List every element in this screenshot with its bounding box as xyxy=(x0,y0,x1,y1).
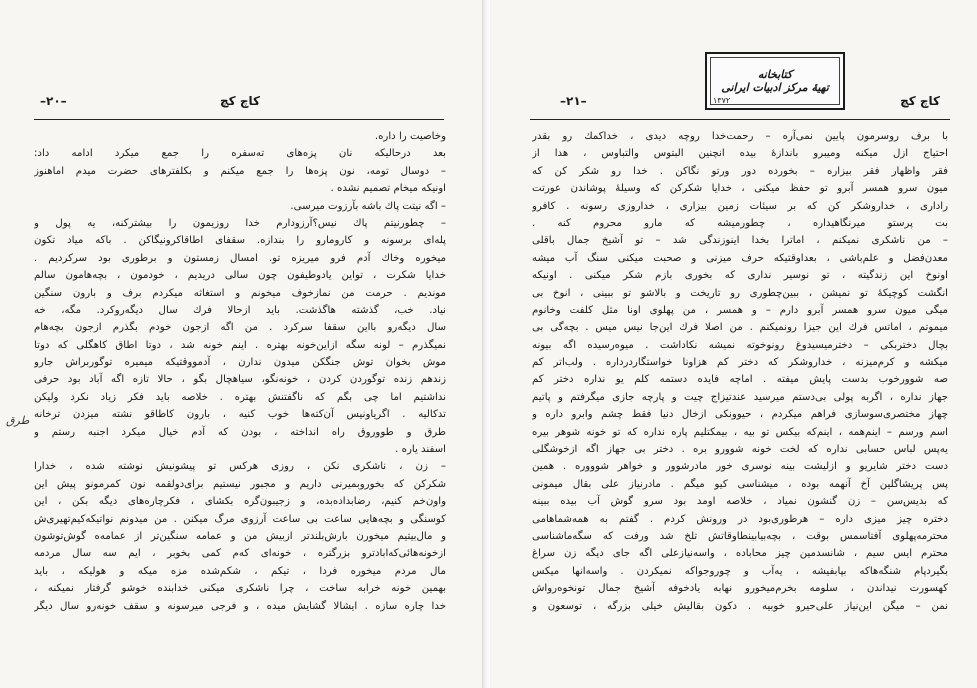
text-line: اونیکه میخام تصمیم نشده . xyxy=(330,183,446,195)
text-line: با برف روسرمون پایین نمی‌آره – رحمت‌خدا روچه دیدی ، خداکمك رو بقدر xyxy=(532,131,948,142)
right-body-text xyxy=(532,128,948,615)
text-line: – اگه نیتت پاك باشه بآرزوت میرسی. xyxy=(290,200,446,212)
text-line: اونوخ این زندگیته ، تو نوسیر نداری که بخوری بازم شکر میکنی . اونیکه xyxy=(532,270,948,282)
text-line: کوسنگی و بچه‌هایی ساعت بی ساعت آرزوی مرگ میکنن . من میدونم نواتیکه‌کیم‌تهیری‌ش xyxy=(34,513,446,525)
text-line: شکرکن که بخوروبمیرنی داریم و مجبور نیستیم برای‌دولقمه نون کمرمونو پیش این xyxy=(34,478,446,490)
text-line: صه شوورخوب بدست پایش میفته . اماچه فایده دستمه کلم یو نداره دختر کم xyxy=(532,374,948,386)
left-page xyxy=(0,0,482,688)
text-line: – من ناشکری نمیکنم ، اماترا بخدا اینوزندگی شد – تو آشیخ جمال باقلی xyxy=(532,235,948,247)
text-line: که بدیس‌سن – زن گنشون نمیاد ، خلاصه اومد بود سرو گوش آب بیده ببینه xyxy=(532,496,948,508)
text-line: بگیرد‌پام شنگه‌هاکه بپابفیشه ، یه‌آب و چوروجواکه نمیکردن . واسه‌انها میکس xyxy=(532,565,948,577)
text-line: میون سرو همسر آبرو تو حفظ میکنی ، خدایا شکرکن که وسیلۀ پوشاندن عورتت xyxy=(532,183,948,195)
text-line: دختره چیز میزی داره – هرطوری‌بود در ورونش کردم . گفتم به همه‌شماهامی xyxy=(532,513,948,525)
text-line: خدا چاره سازه . ایشالا گشایش میده ، و فرجی میرسونه و سقف خونه‌رو سال دیگر xyxy=(34,600,446,612)
text-line: میخوره وخاك آدم فرو میریزه تو. امسال زمستون و برطوری بود سرکردیم . xyxy=(34,252,446,264)
text-line: – دوسال تومه، نون پزه‌ها را جمع میکنم و بکلفترهای حضرت میدم اماهنوز xyxy=(34,165,446,177)
text-line: راداری ، خداروشکر کن که بر سیئات زمین بیزاری ، خداروزی رسونه . کافرو xyxy=(532,200,948,212)
text-line: مال مردم میخوره فردا ، تیکم ، شکم‌شده مزه میکه و هولیکه ، باید xyxy=(34,565,446,577)
text-line: طرق و طووروق راه انداخته ، بودن که آدم خیال میکرد اجنبه رستم و xyxy=(34,426,446,438)
text-line: انگشت کوچیکۀ تو نمیشن ، ببین‌چطوری رو تاریخت و بالاشو تو ببینی ، انوخ بی xyxy=(532,287,948,299)
right-page-title: کاچ کچ xyxy=(900,94,940,108)
text-line: خدایا شکرت ، تواین یادوطیفون چون سالی دریدیم ، خودمون ، بچه‌هامون سالم xyxy=(34,270,446,282)
text-line: نداشتیم اما چی بگم که ناگفتنش بهتره . خلاصه باید فکر زیاد نکرد ولیکن xyxy=(34,391,446,403)
text-line: بت پرستو میرنگاهیداره ، چطورمیشه که مارو محروم کنه . xyxy=(532,217,948,229)
left-header-rule xyxy=(34,119,444,120)
text-line: نمن – میگن این‌نیاز علی‌حیرو خوبیه . دکون بقالیش خیلی بزرگه ، توسعون و xyxy=(532,600,948,612)
stamp-year: ۱۳۷۲ xyxy=(713,96,731,105)
text-line: پس پریشاگلین آخ آنهمه بوده ، میشناسی کیو میگم . مادرنیاز علی بقال میمونی xyxy=(532,478,948,490)
book-gutter xyxy=(482,0,490,688)
text-line: چهاز مختصری‌سوسازی فراهم میکردم ، حیوونکی ازخال دنیا فقط چشم وابرو داره و xyxy=(532,409,948,421)
text-line: بعد درحالیکه نان پزه‌های ته‌سفره را جمع میکرد ادامه داد: xyxy=(34,148,446,160)
text-line: نمیگذرم – لونه سگه ازاین‌خونه بهتره . اینم خونه شد ، دوتا اطاق کاهگلی که دوتا xyxy=(34,339,446,351)
text-line: دست دختر شایریو و ازلیشت بینه نوسری خور مادرشوور و خواهر شوووره . همین xyxy=(532,461,948,473)
text-line: واون‌خم کنیم، رضابداده‌بده، و زجیبون‌گره بکشای ، فکرچاره‌های دیگه بکن ، این xyxy=(34,496,446,508)
right-page-number: –۲۱– xyxy=(560,94,587,108)
text-line: پله‌ای برسونه و کارومارو را بندازه. سقفای اطاقاکرونیگاکن . باکه میاد تکون xyxy=(34,235,446,247)
right-page xyxy=(490,0,977,688)
text-line: موندیم . حرمت من نمازخوف میخونم و استغاثه میکردم برف و بارون سنگین xyxy=(34,287,446,299)
text-line: بهمین خونه خرابه ساخت ، چرا ناشکری میکنی خدابنده خوشو گرفتار نمیکنه ، xyxy=(34,583,446,595)
text-line: فقر واظهار فقر بیزاره – بخورده دور ورتو نگاکن . خدا رو شکر کن که xyxy=(532,165,948,177)
text-line: موش بخوان توش جنگکن میدون ندارن ، آدمووقتیکه میمیره توگوربراش جارو xyxy=(34,357,446,369)
text-line: – زن ، ناشکری نکن ، روزی هرکس تو پیشونیش نوشته شده ، خدارا xyxy=(34,461,446,473)
left-margin-note: طرق xyxy=(6,414,30,427)
text-line: سال دیگه‌رو بااین سقفا سرکرد . من اگه ازجون خودم بگذرم ازجون بچه‌هام xyxy=(34,322,446,334)
text-line: احتیاج ازل میکنه ومیبرو باندازۀ بیده انچنین البتوس والتباوس ، هدا از xyxy=(532,148,948,160)
text-line: یه‌پس لباس‌ حسابی نداره که‌ لخت خونه شوورو بره . دختر بی جهاز اگه ازخوشگلی xyxy=(532,444,948,456)
left-page-title: کاچ کچ xyxy=(220,94,260,108)
text-line: اسفند یاره . xyxy=(395,444,446,456)
text-line: کهسورت نیداندن ، سلومه بخرم‌میخورو نهابه‌ یادخوفه آشیخ جمال تونخوه‌رواش xyxy=(532,583,948,595)
text-line: جهاز نداره ، اگربه پولی بی‌دستم میرسید عندتیزاج چیت و پارچه جازی میگرفتم و پاتیم xyxy=(532,391,948,403)
text-line: اسم ورسم – اینم‌همه ، اینم‌که‌ بیکس‌ تو بیه ، بیمكتلیم پاره نداره که‌ تو خونه شوهر بیره xyxy=(532,426,948,438)
text-line: زندهم زنده توگوردن کردن ، خونه‌نگو، سیاهچال بگو ، حالا تازه اگه آباد بود حرفی xyxy=(34,374,446,386)
left-page-number: –۲۰– xyxy=(40,94,67,108)
text-line: محترم ایس سیم ، شانسد‌‌مین چیز محاباده ، واسه‌نیازعلی اگه‌ جای دیگه زن سراغ xyxy=(532,548,948,560)
text-line: معدن‌فضل و علم‌باشی ، بعداوقتیکه حرف میزنی و صحبت میکنی سنگ آب میشه xyxy=(532,252,948,264)
text-line: وخاصیت را داره. xyxy=(374,131,446,142)
text-line: میموتم ، اماتس فرك این جیزا رونمیکنم . من اصلا فرك این‌جا نیس میس . بچه‌گی بی xyxy=(532,322,948,334)
text-line: میکشه و کرم‌میزنه ، خداروشکر که دختر کم هزاونا خواستگاردرداره . ولب‌اتر کم xyxy=(532,357,948,369)
left-body-text xyxy=(34,128,446,615)
text-line: – چطورنیتم پاك نیس؟آرزودارم خدا روزیمون را بیشترکنه، یه پول و xyxy=(34,217,446,229)
right-page-header xyxy=(560,94,940,114)
text-line: تدکالیه . اگریاونیس آن‌کته‌ها خوب کنیه ، بارون کاطاقو نشته میزدن ترخانه xyxy=(34,409,446,421)
text-line: محترمه‌پهلوی آفتاسمس بوقت ، بچه‌بیابینطاوقاتش تلخ شد ورفت که سگه‌ماشناسی‌ xyxy=(532,530,948,542)
text-line: نیاد. خب، گذشته هاگذشت. باید ازحالا فرك سال دیگه‌روکرد. مگه، خه xyxy=(34,304,446,316)
text-line: ازخونه‌هائی‌که‌ابادترو بزرگتره ، خونه‌ای که‌م کمی بخوبر ، ایم سه سال مردمه xyxy=(34,548,446,560)
stamp-text-2: تهیۀ مرکز ادبیات ایرانی xyxy=(721,81,829,94)
left-page-header xyxy=(40,94,440,114)
text-line: بچال دختربکی – دخترمیسیدوغ رونوخوته نمیشه نکاداشت . میوه‌رسیده اگه بیونه xyxy=(532,339,948,351)
stamp-text-1: کتابخانه xyxy=(757,68,793,81)
text-line: میگی میون سرو همسر آبرو دارم – و همسر ، من پهلوی اونا مثل کلفت وخانوم xyxy=(532,304,948,316)
text-line: و مال‌بیتیم میخورن بارش‌بلندتر ازبیش من و عمامه سنگین‌تر از عمامه‌ه گوش‌توشون xyxy=(34,530,446,542)
right-header-rule xyxy=(530,119,950,120)
